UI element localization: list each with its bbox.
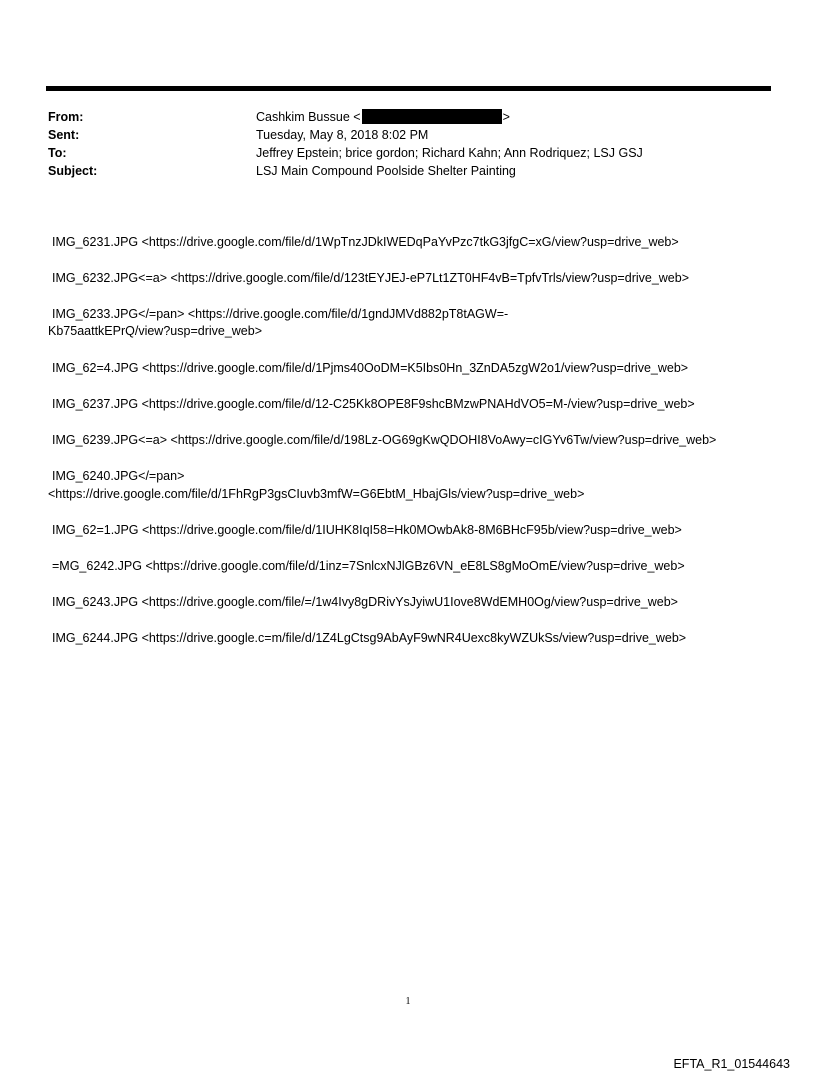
attachment-link-3b[interactable]: Kb75aattkEPrQ/view?usp=drive_web> bbox=[48, 324, 263, 338]
to-value: Jeffrey Epstein; brice gordon; Richard Kahn; Ann Rodriquez; LSJ GSJ bbox=[256, 146, 643, 160]
attachment-link-7b[interactable]: <https://drive.google.com/file/d/1FhRgP3gsCIuvb3mfW=G6EbtM_HbajGls/view?usp=drive_web> bbox=[48, 487, 585, 501]
subject-label: Subject: bbox=[48, 164, 98, 178]
bates-number: EFTA_R1_01544643 bbox=[673, 1057, 790, 1071]
header-rule bbox=[46, 86, 771, 91]
attachment-link-10[interactable]: IMG_6243.JPG <https://drive.google.com/file/=/1w4Ivy8gDRivYsJyiwU1Iove8WdEMH0Og/view?usp=drive_web> bbox=[52, 595, 678, 609]
attachment-link-3a[interactable]: IMG_6233.JPG</=pan> <https://drive.google.com/file/d/1gndJMVd882pT8tAGW=- bbox=[52, 307, 509, 321]
attachment-link-8[interactable]: IMG_62=1.JPG <https://drive.google.com/file/d/1IUHK8IqI58=Hk0MOwbAk8-8M6BHcF95b/view?usp=drive_web> bbox=[52, 523, 682, 537]
page-number: 1 bbox=[405, 996, 411, 1007]
sent-value: Tuesday, May 8, 2018 8:02 PM bbox=[256, 128, 429, 142]
attachment-link-7a[interactable]: IMG_6240.JPG</=pan> bbox=[52, 469, 185, 483]
attachment-link-11[interactable]: IMG_6244.JPG <https://drive.google.c=m/file/d/1Z4LgCtsg9AbAyF9wNR4Uexc8kyWZUkSs/view?usp=drive_web> bbox=[52, 631, 687, 645]
from-label: From: bbox=[48, 110, 84, 124]
attachment-link-4[interactable]: IMG_62=4.JPG <https://drive.google.com/file/d/1Pjms40OoDM=K5Ibs0Hn_3ZnDA5zgW2o1/view?usp=drive_web> bbox=[52, 361, 689, 375]
to-label: To: bbox=[48, 146, 67, 160]
subject-value: LSJ Main Compound Poolside Shelter Painting bbox=[256, 164, 516, 178]
attachment-link-6[interactable]: IMG_6239.JPG<=a> <https://drive.google.com/file/d/198Lz-OG69gKwQDOHI8VoAwy=cIGYv6Tw/view?usp=drive_web> bbox=[52, 433, 717, 447]
attachment-link-2[interactable]: IMG_6232.JPG<=a> <https://drive.google.com/file/d/123tEYJEJ-eP7Lt1ZT0HF4vB=TpfvTrls/view?usp=drive_web> bbox=[52, 271, 690, 285]
attachment-link-1[interactable]: IMG_6231.JPG <https://drive.google.com/file/d/1WpTnzJDkIWEDqPaYvPzc7tkG3jfgC=xG/view?usp=drive_web> bbox=[52, 235, 679, 249]
attachment-link-5[interactable]: IMG_6237.JPG <https://drive.google.com/file/d/12-C25Kk8OPE8F9shcBMzwPNAHdVO5=M-/view?usp=drive_web> bbox=[52, 397, 695, 411]
from-close: > bbox=[502, 110, 510, 124]
attachment-link-9[interactable]: =MG_6242.JPG <https://drive.google.com/file/d/1inz=7SnlcxNJlGBz6VN_eE8LS8gMoOmE/view?usp=drive_web> bbox=[52, 559, 685, 573]
from-value bbox=[256, 108, 510, 126]
from-name: Cashkim Bussue < bbox=[256, 110, 361, 124]
redaction-box bbox=[362, 109, 502, 124]
sent-label: Sent: bbox=[48, 128, 80, 142]
